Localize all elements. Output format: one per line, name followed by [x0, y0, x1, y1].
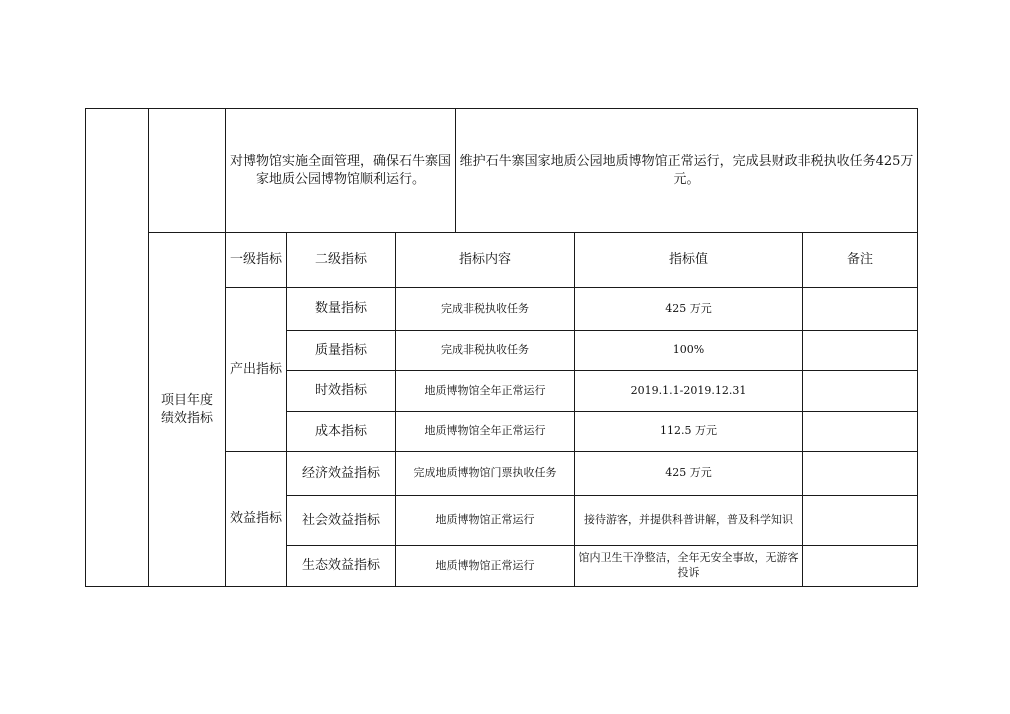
row-level2: 质量指标 — [314, 342, 367, 358]
header-note-text: 备注 — [846, 252, 873, 268]
row-value: 425 万元 — [665, 301, 712, 315]
group-benefit-label-cell — [225, 451, 287, 587]
group-output-label-cell — [225, 287, 287, 452]
row-content: 地质博物馆正常运行 — [435, 558, 535, 572]
section-label: 项目年度绩效指标 — [160, 392, 213, 426]
row-level2-cell — [286, 495, 396, 546]
header-level2-text: 二级指标 — [314, 252, 367, 268]
header-note — [802, 232, 918, 288]
summary-goal-text: 对博物馆实施全面管理，确保石牛寨国家地质公园博物馆顺利运行。 — [229, 153, 451, 187]
row-level2: 社会效益指标 — [301, 512, 380, 528]
row-content-cell — [395, 495, 575, 546]
header-level1-text: 一级指标 — [229, 252, 282, 268]
row-level2: 数量指标 — [314, 301, 367, 317]
row-level2-cell — [286, 370, 396, 412]
row-content: 完成地质博物馆门票执收任务 — [413, 466, 557, 480]
row-level2: 生态效益指标 — [301, 558, 380, 574]
row-note-cell — [802, 545, 918, 587]
row-note-cell — [802, 330, 918, 371]
row-content: 地质博物馆全年正常运行 — [424, 383, 546, 397]
row-content: 地质博物馆正常运行 — [435, 513, 535, 527]
row-level2-cell — [286, 330, 396, 371]
summary-result-text: 维护石牛寨国家地质公园地质博物馆正常运行，完成县财政非税执收任务425万元。 — [459, 153, 914, 187]
row-note-cell — [802, 287, 918, 331]
row-note-cell — [802, 451, 918, 496]
summary-blank-cell — [148, 108, 226, 233]
row-value: 425 万元 — [665, 466, 712, 480]
row-value: 接待游客，并提供科普讲解，普及科学知识 — [584, 513, 793, 527]
row-content: 完成非税执收任务 — [441, 301, 529, 315]
header-value — [574, 232, 803, 288]
row-value: 馆内卫生干净整洁，全年无安全事故，无游客投诉 — [578, 551, 799, 579]
row-content-cell — [395, 370, 575, 412]
row-note-cell — [802, 495, 918, 546]
row-level2-cell — [286, 451, 396, 496]
row-content-cell — [395, 411, 575, 452]
row-content-cell — [395, 451, 575, 496]
header-content — [395, 232, 575, 288]
row-note-cell — [802, 370, 918, 412]
row-content: 地质博物馆全年正常运行 — [424, 424, 546, 438]
header-level2 — [286, 232, 396, 288]
row-level2-cell — [286, 545, 396, 587]
row-note-cell — [802, 411, 918, 452]
header-content-text: 指标内容 — [458, 252, 511, 268]
section-label-cell — [148, 232, 226, 587]
row-content-cell — [395, 545, 575, 587]
outer-left-column — [85, 108, 149, 587]
row-level2-cell — [286, 411, 396, 452]
row-value-cell — [574, 495, 803, 546]
row-value: 100% — [672, 343, 705, 357]
row-content-cell — [395, 330, 575, 371]
row-value-cell — [574, 370, 803, 412]
header-value-text: 指标值 — [668, 252, 708, 268]
row-content: 完成非税执收任务 — [441, 343, 529, 357]
row-value-cell — [574, 545, 803, 587]
row-level2: 经济效益指标 — [301, 465, 380, 481]
summary-result-cell — [455, 108, 918, 233]
row-level2: 成本指标 — [314, 423, 367, 439]
summary-goal-cell — [225, 108, 456, 233]
row-value: 2019.1.1-2019.12.31 — [630, 383, 747, 397]
row-level2-cell — [286, 287, 396, 331]
row-value-cell — [574, 451, 803, 496]
group-output-label: 产出指标 — [229, 361, 282, 377]
row-level2: 时效指标 — [314, 383, 367, 399]
group-benefit-label: 效益指标 — [229, 511, 282, 527]
row-value-cell — [574, 287, 803, 331]
header-level1 — [225, 232, 287, 288]
row-value: 112.5 万元 — [660, 424, 717, 438]
row-value-cell — [574, 411, 803, 452]
row-content-cell — [395, 287, 575, 331]
row-value-cell — [574, 330, 803, 371]
